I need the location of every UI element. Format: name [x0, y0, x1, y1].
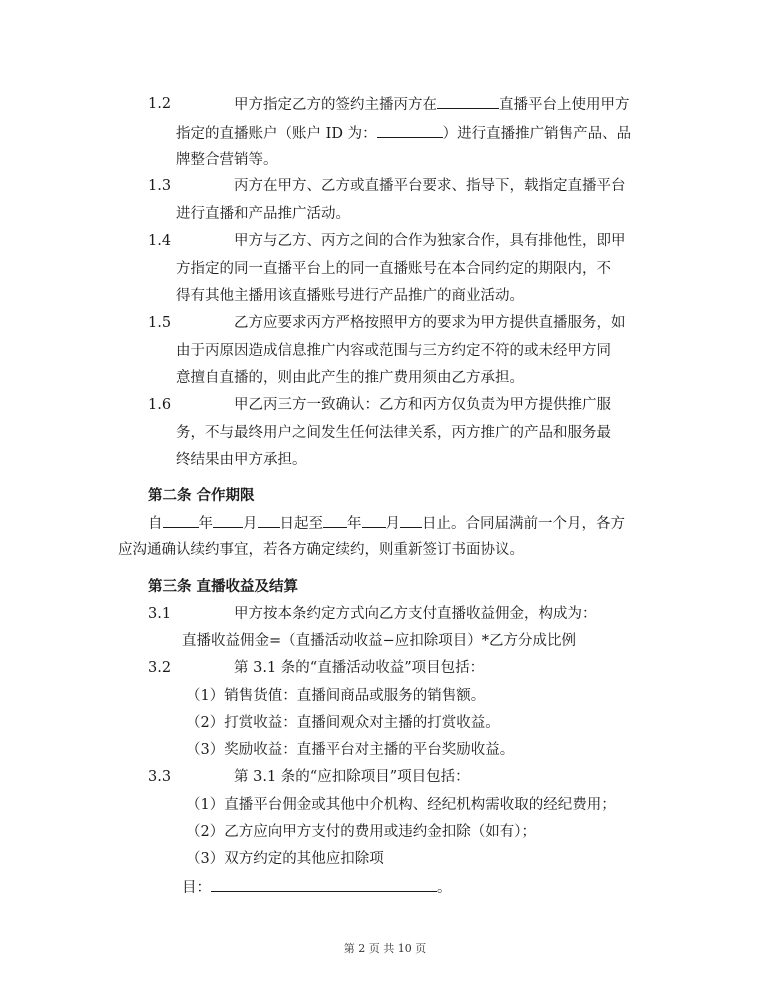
- section-heading: 第三条 直播收益及结算: [148, 578, 299, 595]
- clause-number: 1.3: [148, 178, 172, 194]
- clause-1-5-line-1: 乙方应要求丙方严格按照甲方的要求为甲方提供直播服务，如: [234, 315, 626, 331]
- platform-blank: [437, 94, 499, 109]
- start-year-blank: [163, 513, 199, 528]
- end-month-blank: [362, 513, 386, 528]
- list-item: （3）双方约定的其他应扣除项: [186, 851, 384, 867]
- clause-1-2-line-1: [234, 94, 630, 115]
- clause-text: ）进行直播推广销售产品、品: [442, 126, 632, 142]
- clause-1-2-line-3: 牌整合营销等。: [176, 152, 278, 168]
- clause-text: 甲方指定乙方的签约主播丙方在: [234, 97, 437, 113]
- clause-number: 1.5: [148, 315, 172, 331]
- list-item: （1）直播平台佣金或其他中介机构、经纪机构需收取的经纪费用；: [186, 797, 616, 813]
- commission-formula: 直播收益佣金=（直播活动收益−应扣除项目）*乙方分成比例: [182, 633, 577, 649]
- clause-1-4-line-1: 甲方与乙方、丙方之间的合作为独家合作，具有排他性，即甲: [234, 233, 626, 249]
- clause-number: 3.2: [148, 660, 172, 676]
- term-dates-line: 自 年 月 日起至 年 月 日止。合同届满前一个月，各方: [148, 513, 625, 534]
- clause-text: 指定的直播账户（账户 ID 为：: [176, 126, 377, 142]
- list-item: （3）奖励收益：直播平台对主播的平台奖励收益。: [186, 742, 515, 758]
- clause-number: 1.6: [148, 397, 172, 413]
- clause-number: 1.2: [148, 96, 172, 112]
- clause-number: 1.4: [148, 233, 172, 249]
- clause-1-6-line-2: 务，不与最终用户之间发生任何法律关系，丙方推广的产品和服务最: [176, 425, 611, 441]
- account-id-blank: [377, 123, 443, 138]
- list-item: （1）销售货值：直播间商品或服务的销售额。: [186, 688, 486, 704]
- end-day-blank: [400, 513, 422, 528]
- list-item: （2）打赏收益：直播间观众对主播的打赏收益。: [186, 715, 500, 731]
- clause-1-3-line-1: 丙方在甲方、乙方或直播平台要求、指导下，载指定直播平台: [234, 178, 626, 194]
- clause-text: 直播平台上使用甲方: [499, 97, 630, 113]
- start-month-blank: [213, 513, 243, 528]
- clause-number: 3.3: [148, 769, 172, 785]
- clause-1-4-line-3: 得有其他主播用该直播账号进行产品推广的商业活动。: [176, 288, 524, 304]
- section-heading: 第二条 合作期限: [148, 487, 255, 504]
- clause-1-5-line-3: 意擅自直播的，则由此产生的推广费用须由乙方承担。: [176, 370, 524, 386]
- clause-1-3-line-2: 进行直播和产品推广活动。: [176, 206, 350, 222]
- clause-1-6-line-3: 终结果由甲方承担。: [176, 452, 307, 468]
- clause-1-4-line-2: 方指定的同一直播平台上的同一直播账号在本合同约定的期限内，不: [176, 261, 611, 277]
- clause-3-3-line-1: 第 3.1 条的“应扣除项目”项目包括：: [234, 769, 470, 785]
- end-year-blank: [323, 513, 347, 528]
- clause-3-1-line-1: 甲方按本条约定方式向乙方支付直播收益佣金，构成为：: [234, 606, 597, 622]
- clause-3-2-line-1: 第 3.1 条的“直播活动收益”项目包括：: [234, 660, 485, 676]
- clause-1-2-line-2: [176, 123, 631, 144]
- clause-1-5-line-2: 由于丙原因造成信息推广内容或范围与三方约定不符的或未经甲方同: [176, 343, 611, 359]
- list-item: （2）乙方应向甲方支付的费用或违约金扣除（如有）；: [186, 824, 536, 840]
- page-footer: 第 2 页 共 10 页: [343, 942, 427, 955]
- start-day-blank: [258, 513, 280, 528]
- other-deductions-line: 目： 。: [182, 877, 452, 898]
- renewal-line: 应沟通确认续约事宜，若各方确定续约，则重新签订书面协议。: [118, 542, 524, 558]
- clause-1-6-line-1: 甲乙丙三方一致确认：乙方和丙方仅负责为甲方提供推广服: [234, 397, 611, 413]
- clause-number: 3.1: [148, 606, 172, 622]
- other-deductions-blank: [211, 877, 437, 892]
